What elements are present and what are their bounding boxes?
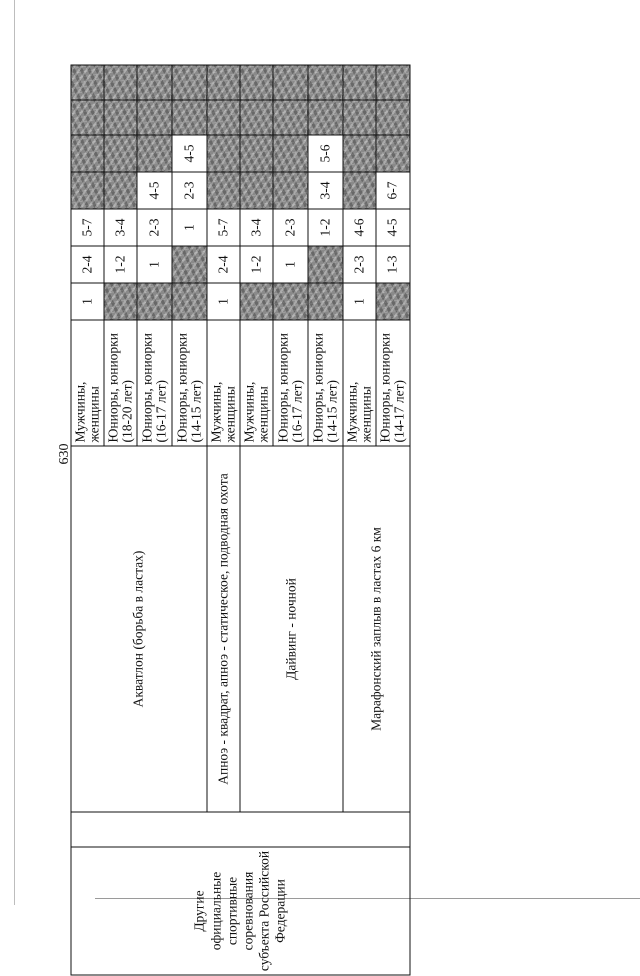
value-cell: 2-4 bbox=[207, 246, 240, 283]
shaded-cell bbox=[137, 283, 172, 320]
shaded-cell bbox=[71, 172, 104, 209]
shaded-cell bbox=[308, 283, 343, 320]
value-cell: 1-2 bbox=[240, 246, 273, 283]
value-cell: 3-4 bbox=[308, 172, 343, 209]
shaded-cell bbox=[308, 246, 343, 283]
shaded-cell bbox=[137, 100, 172, 135]
value-cell: 1 bbox=[343, 283, 376, 320]
value-cell: 5-6 bbox=[308, 135, 343, 172]
category-cell: Юниоры, юниорки (14-15 лет) bbox=[172, 320, 207, 446]
value-cell: 2-3 bbox=[137, 209, 172, 246]
group-label-cell: Другие официальные спортивные соревнования субъекта Российской Федерации bbox=[71, 847, 410, 975]
shaded-cell bbox=[343, 100, 376, 135]
shaded-cell bbox=[172, 100, 207, 135]
value-cell: 1 bbox=[207, 283, 240, 320]
sports-rank-table bbox=[71, 65, 411, 976]
value-cell: 5-7 bbox=[207, 209, 240, 246]
value-cell: 2-4 bbox=[71, 246, 104, 283]
shaded-cell bbox=[308, 100, 343, 135]
category-cell: Мужчины, женщины bbox=[71, 320, 104, 446]
value-cell: 4-6 bbox=[343, 209, 376, 246]
category-cell: Юниоры, юниорки (16-17 лет) bbox=[273, 320, 308, 446]
shaded-cell bbox=[376, 283, 410, 320]
shaded-cell bbox=[71, 65, 104, 100]
value-cell: 2-3 bbox=[172, 172, 207, 209]
shaded-cell bbox=[240, 135, 273, 172]
value-cell: 2-3 bbox=[343, 246, 376, 283]
category-cell: Мужчины, женщины bbox=[343, 320, 376, 446]
shaded-cell bbox=[240, 65, 273, 100]
shaded-cell bbox=[240, 100, 273, 135]
shaded-cell bbox=[273, 65, 308, 100]
value-cell: 1 bbox=[71, 283, 104, 320]
shaded-cell bbox=[240, 283, 273, 320]
shaded-cell bbox=[343, 172, 376, 209]
shaded-cell bbox=[376, 65, 410, 100]
shaded-cell bbox=[104, 283, 137, 320]
shaded-cell bbox=[207, 172, 240, 209]
shaded-cell bbox=[240, 172, 273, 209]
shaded-cell bbox=[207, 65, 240, 100]
value-cell: 5-7 bbox=[71, 209, 104, 246]
shaded-cell bbox=[104, 172, 137, 209]
value-cell: 4-5 bbox=[376, 209, 410, 246]
value-cell: 6-7 bbox=[376, 172, 410, 209]
category-cell: Юниоры, юниорки (16-17 лет) bbox=[137, 320, 172, 446]
empty-cell bbox=[71, 812, 410, 847]
shaded-cell bbox=[137, 65, 172, 100]
shaded-cell bbox=[273, 172, 308, 209]
shaded-cell bbox=[343, 65, 376, 100]
shaded-cell bbox=[71, 100, 104, 135]
category-cell: Мужчины, женщины bbox=[207, 320, 240, 446]
shaded-cell bbox=[343, 135, 376, 172]
shaded-cell bbox=[207, 100, 240, 135]
rotated-table-container bbox=[71, 141, 411, 976]
shaded-cell bbox=[172, 283, 207, 320]
shaded-cell bbox=[104, 65, 137, 100]
category-cell: Юниоры, юниорки (14-17 лет) bbox=[376, 320, 410, 446]
category-cell: Юниоры, юниорки (18-20 лет) bbox=[104, 320, 137, 446]
shaded-cell bbox=[273, 100, 308, 135]
value-cell: 1 bbox=[137, 246, 172, 283]
shaded-cell bbox=[273, 135, 308, 172]
value-cell: 1-3 bbox=[376, 246, 410, 283]
value-cell: 3-4 bbox=[240, 209, 273, 246]
value-cell: 1-2 bbox=[104, 246, 137, 283]
discipline-apnea: Апноэ - квадрат, апноэ - статическое, подводная охота bbox=[207, 446, 240, 812]
shaded-cell bbox=[104, 135, 137, 172]
shaded-cell bbox=[376, 100, 410, 135]
value-cell: 1 bbox=[273, 246, 308, 283]
shaded-cell bbox=[273, 283, 308, 320]
value-cell: 3-4 bbox=[104, 209, 137, 246]
shaded-cell bbox=[376, 135, 410, 172]
shaded-cell bbox=[71, 135, 104, 172]
category-cell: Юниоры, юниорки (14-15 лет) bbox=[308, 320, 343, 446]
discipline-diving-night: Дайвинг - ночной bbox=[240, 446, 343, 812]
shaded-cell bbox=[308, 65, 343, 100]
table-row bbox=[71, 65, 104, 975]
value-cell: 1-2 bbox=[308, 209, 343, 246]
value-cell: 4-5 bbox=[137, 172, 172, 209]
value-cell: 2-3 bbox=[273, 209, 308, 246]
category-cell: Мужчины, женщины bbox=[240, 320, 273, 446]
discipline-marathon: Марафонский заплыв в ластах 6 км bbox=[343, 446, 410, 812]
shaded-cell bbox=[172, 246, 207, 283]
shaded-cell bbox=[207, 135, 240, 172]
scan-left-edge bbox=[14, 0, 15, 905]
value-cell: 1 bbox=[172, 209, 207, 246]
value-cell: 4-5 bbox=[172, 135, 207, 172]
page-number: 630 bbox=[57, 443, 72, 465]
shaded-cell bbox=[137, 135, 172, 172]
shaded-cell bbox=[172, 65, 207, 100]
discipline-aquathlon: Акватлон (борьба в ластах) bbox=[71, 446, 207, 812]
shaded-cell bbox=[104, 100, 137, 135]
